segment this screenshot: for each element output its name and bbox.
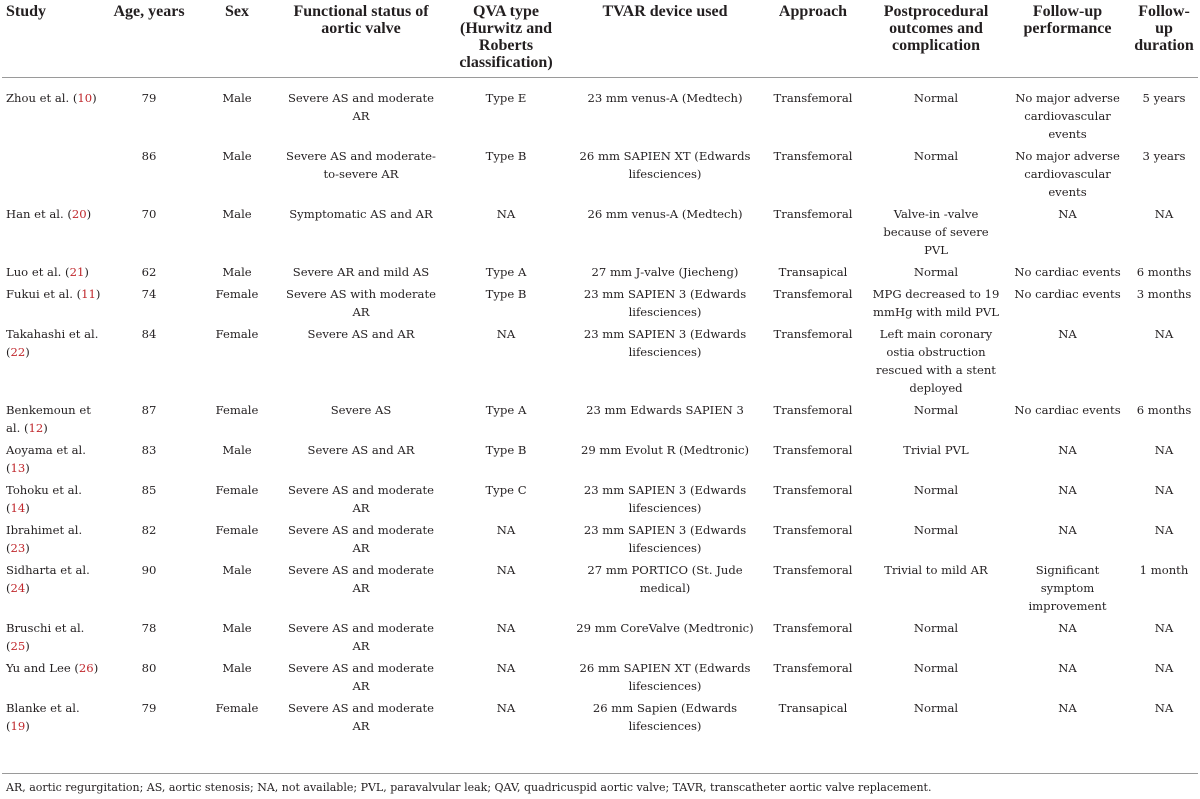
cell-approach: Transfemoral	[773, 443, 853, 457]
cell-outcome: Normal	[913, 661, 959, 675]
cell-device: 23 mm SAPIEN 3 (Edwards lifesciences)	[583, 483, 747, 515]
table-row	[2, 263, 1198, 285]
cell-approach: Transfemoral	[773, 483, 853, 497]
study-name: Aoyama et al. (	[6, 443, 86, 475]
header-functional-status: Functional status of aortic valve	[281, 0, 441, 78]
cell-sex: Female	[215, 483, 259, 497]
cell-device: 27 mm PORTICO (St. Jude medical)	[587, 563, 743, 595]
study-name: Blanke et al. (	[6, 701, 80, 733]
cell-qva-type: Type A	[485, 403, 527, 417]
cell-follow-up-performance: NA	[1058, 443, 1077, 457]
cell-study	[2, 619, 105, 659]
cell-study	[2, 263, 105, 285]
study-name: Benkemoun et al. (	[6, 403, 91, 435]
cell-functional-status: Severe AS with moderate AR	[286, 287, 436, 319]
table-row	[2, 441, 1198, 481]
cell-follow-up-performance: No major adverse cardiovascular events	[1015, 91, 1120, 141]
cell-qva-type: Type B	[485, 443, 527, 457]
table-body	[2, 78, 1198, 740]
reference-link[interactable]: 11	[81, 287, 96, 301]
cell-outcome: Trivial PVL	[903, 443, 969, 457]
cell-follow-up-performance: NA	[1058, 661, 1077, 675]
cell-qva-type: NA	[496, 523, 516, 537]
cell-age: 70	[141, 207, 157, 221]
cell-qva-type: Type B	[485, 287, 527, 301]
study-name: Tohoku et al. (	[6, 483, 82, 515]
table-row	[2, 619, 1198, 659]
header-device: TVAR device used	[571, 0, 759, 78]
cell-follow-up-duration: NA	[1154, 701, 1174, 715]
cell-qva-type: Type C	[485, 483, 527, 497]
cell-sex: Male	[222, 207, 252, 221]
study-name-tail: )	[95, 287, 101, 301]
cell-device: 26 mm venus-A (Medtech)	[587, 207, 743, 221]
cell-follow-up-duration: 1 month	[1139, 563, 1189, 577]
table-row	[2, 659, 1198, 699]
study-name-tail: )	[25, 719, 30, 733]
cell-approach: Transfemoral	[773, 207, 853, 221]
cell-sex: Male	[222, 149, 252, 163]
table-header-row	[2, 0, 1198, 78]
cell-outcome: Valve-in -valve because of severe PVL	[883, 207, 989, 257]
header-outcomes: Postprocedural outcomes and complication	[867, 0, 1005, 78]
cell-outcome: Normal	[913, 701, 959, 715]
reference-link[interactable]: 26	[78, 661, 94, 675]
study-table	[2, 0, 1198, 739]
cell-follow-up-performance: NA	[1058, 523, 1077, 537]
study-name: Yu and Lee (	[6, 661, 79, 675]
header-qva-type: QVA type (Hurwitz and Roberts classification)	[441, 0, 571, 78]
cell-approach: Transapical	[778, 701, 848, 715]
cell-approach: Transfemoral	[773, 149, 853, 163]
cell-device: 29 mm CoreValve (Medtronic)	[576, 621, 754, 635]
study-name: Ibrahimet al. (	[6, 523, 83, 555]
cell-outcome: Normal	[913, 403, 959, 417]
table-row	[2, 78, 1198, 148]
cell-age: 62	[141, 265, 157, 279]
cell-qva-type: NA	[496, 563, 516, 577]
footer-divider	[2, 773, 1198, 774]
cell-age: 87	[141, 403, 157, 417]
table-footnote: AR, aortic regurgitation; AS, aortic stenosis; NA, not available; PVL, paravalvular leak; QAV, quadricuspid aortic valve; TAVR, transcatheter aortic valve replacement.	[6, 781, 932, 794]
cell-sex: Male	[222, 621, 252, 635]
cell-functional-status: Severe AS and moderate AR	[287, 563, 435, 595]
cell-sex: Male	[222, 265, 252, 279]
cell-age: 85	[141, 483, 157, 497]
study-name-tail: )	[43, 421, 48, 435]
cell-follow-up-duration: 5 years	[1142, 91, 1186, 105]
reference-link[interactable]: 12	[28, 421, 44, 435]
cell-follow-up-duration: 6 months	[1136, 265, 1192, 279]
cell-age: 86	[141, 149, 157, 163]
study-name-tail: )	[92, 91, 97, 105]
reference-link[interactable]: 21	[69, 265, 85, 279]
cell-device: 23 mm SAPIEN 3 (Edwards lifesciences)	[583, 327, 747, 359]
cell-study	[2, 325, 105, 401]
cell-outcome: Normal	[913, 91, 959, 105]
cell-study	[2, 285, 105, 325]
study-name: Sidharta et al. (	[6, 563, 90, 595]
cell-functional-status: Severe AS and AR	[307, 327, 415, 341]
cell-qva-type: NA	[496, 621, 516, 635]
header-sex: Sex	[193, 0, 281, 78]
cell-follow-up-duration: NA	[1154, 483, 1174, 497]
cell-follow-up-performance: No cardiac events	[1014, 287, 1121, 301]
cell-functional-status: Symptomatic AS and AR	[289, 207, 433, 221]
study-name-tail: )	[25, 461, 30, 475]
cell-functional-status: Severe AS and moderate AR	[287, 701, 435, 733]
cell-follow-up-performance: NA	[1058, 207, 1077, 221]
cell-study	[2, 205, 105, 263]
cell-outcome: Normal	[913, 265, 959, 279]
cell-functional-status: Severe AR and mild AS	[292, 265, 430, 279]
cell-functional-status: Severe AS and moderate AR	[287, 621, 435, 653]
cell-follow-up-performance: Significant symptom improvement	[1028, 563, 1107, 613]
cell-follow-up-performance: NA	[1058, 701, 1077, 715]
cell-study	[2, 401, 105, 441]
cell-study	[2, 147, 105, 205]
cell-sex: Female	[215, 287, 259, 301]
cell-study	[2, 441, 105, 481]
cell-device: 23 mm SAPIEN 3 (Edwards lifesciences)	[583, 523, 747, 555]
cell-age: 84	[141, 327, 157, 341]
reference-link[interactable]: 14	[10, 501, 26, 515]
cell-sex: Male	[222, 91, 252, 105]
cell-follow-up-performance: No cardiac events	[1014, 265, 1121, 279]
reference-link[interactable]: 19	[10, 719, 26, 733]
cell-follow-up-duration: 3 years	[1142, 149, 1186, 163]
cell-outcome: Normal	[913, 483, 959, 497]
cell-study	[2, 699, 105, 739]
cell-follow-up-performance: NA	[1058, 621, 1077, 635]
cell-qva-type: NA	[496, 701, 516, 715]
cell-outcome: Left main coronary ostia obstruction rescued with a stent deployed	[876, 327, 996, 395]
cell-age: 79	[141, 91, 157, 105]
cell-age: 82	[141, 523, 157, 537]
cell-approach: Transfemoral	[773, 621, 853, 635]
study-name: Fukui et al. (	[6, 287, 82, 301]
study-name: Han et al. (	[6, 207, 72, 221]
cell-approach: Transfemoral	[773, 661, 853, 675]
cell-device: 29 mm Evolut R (Medtronic)	[580, 443, 750, 457]
cell-functional-status: Severe AS and moderate-to-severe AR	[286, 149, 436, 181]
cell-functional-status: Severe AS and AR	[307, 443, 415, 457]
header-approach: Approach	[759, 0, 867, 78]
cell-study	[2, 561, 105, 619]
reference-link[interactable]: 13	[10, 461, 26, 475]
cell-outcome: MPG decreased to 19 mmHg with mild PVL	[872, 287, 1000, 319]
cell-study	[2, 481, 105, 521]
cell-approach: Transfemoral	[773, 287, 853, 301]
study-name: Bruschi et al. (	[6, 621, 85, 653]
table-row	[2, 481, 1198, 521]
cell-study	[2, 78, 105, 148]
cell-follow-up-duration: NA	[1154, 661, 1174, 675]
cell-qva-type: NA	[496, 661, 516, 675]
cell-sex: Male	[222, 563, 252, 577]
cell-age: 90	[141, 563, 157, 577]
study-name-tail: )	[25, 581, 30, 595]
study-name-tail: )	[25, 541, 30, 555]
cell-sex: Male	[222, 443, 252, 457]
cell-sex: Male	[222, 661, 252, 675]
header-follow-up-performance: Follow-up performance	[1005, 0, 1130, 78]
cell-functional-status: Severe AS and moderate AR	[287, 661, 435, 693]
table-row	[2, 699, 1198, 739]
cell-device: 23 mm venus-A (Medtech)	[587, 91, 743, 105]
cell-follow-up-performance: No cardiac events	[1014, 403, 1121, 417]
reference-link[interactable]: 20	[71, 207, 87, 221]
study-name: Luo et al. (	[6, 265, 70, 279]
study-name: Zhou et al. (	[6, 91, 78, 105]
cell-age: 74	[141, 287, 157, 301]
cell-approach: Transfemoral	[773, 91, 853, 105]
cell-device: 27 mm J-valve (Jiecheng)	[591, 265, 739, 279]
cell-approach: Transapical	[778, 265, 848, 279]
cell-sex: Female	[215, 327, 259, 341]
reference-link[interactable]: 10	[77, 91, 93, 105]
cell-approach: Transfemoral	[773, 403, 853, 417]
cell-follow-up-duration: 6 months	[1136, 403, 1192, 417]
cell-follow-up-duration: NA	[1154, 207, 1174, 221]
reference-link[interactable]: 25	[10, 639, 26, 653]
cell-qva-type: Type E	[485, 91, 527, 105]
cell-qva-type: NA	[496, 207, 516, 221]
header-study: Study	[2, 0, 105, 78]
reference-link[interactable]: 24	[10, 581, 26, 595]
cell-sex: Female	[215, 701, 259, 715]
cell-age: 83	[141, 443, 157, 457]
cell-outcome: Normal	[913, 149, 959, 163]
cell-outcome: Normal	[913, 621, 959, 635]
study-name: Takahashi et al. (	[6, 327, 99, 359]
cell-follow-up-performance: NA	[1058, 483, 1077, 497]
cell-device: 23 mm SAPIEN 3 (Edwards lifesciences)	[583, 287, 747, 319]
header-follow-up-duration: Follow-up duration	[1130, 0, 1198, 78]
table-row	[2, 401, 1198, 441]
cell-qva-type: Type A	[485, 265, 527, 279]
table-row	[2, 521, 1198, 561]
table-row	[2, 205, 1198, 263]
cell-outcome: Trivial to mild AR	[884, 563, 988, 577]
cell-device: 26 mm Sapien (Edwards lifesciences)	[592, 701, 738, 733]
cell-approach: Transfemoral	[773, 563, 853, 577]
cell-age: 79	[141, 701, 157, 715]
header-age: Age, years	[105, 0, 193, 78]
cell-approach: Transfemoral	[773, 523, 853, 537]
study-name-tail: )	[25, 639, 30, 653]
cell-device: 23 mm Edwards SAPIEN 3	[586, 403, 744, 417]
study-name-tail: )	[93, 661, 99, 675]
reference-link[interactable]: 22	[10, 345, 26, 359]
cell-functional-status: Severe AS	[330, 403, 392, 417]
cell-qva-type: NA	[496, 327, 516, 341]
study-name-tail: )	[84, 265, 89, 279]
reference-link[interactable]: 23	[10, 541, 26, 555]
cell-functional-status: Severe AS and moderate AR	[287, 91, 435, 123]
cell-follow-up-duration: 3 months	[1136, 287, 1192, 301]
cell-follow-up-duration: NA	[1154, 443, 1174, 457]
cell-follow-up-duration: NA	[1154, 327, 1174, 341]
study-name-tail: )	[25, 501, 30, 515]
table-row	[2, 561, 1198, 619]
cell-follow-up-performance: NA	[1058, 327, 1077, 341]
cell-study	[2, 659, 105, 699]
cell-follow-up-duration: NA	[1154, 523, 1174, 537]
cell-age: 78	[141, 621, 157, 635]
cell-device: 26 mm SAPIEN XT (Edwards lifesciences)	[579, 149, 751, 181]
study-name-tail: )	[25, 345, 30, 359]
study-name-tail: )	[86, 207, 92, 221]
cell-sex: Female	[215, 403, 259, 417]
cell-follow-up-performance: No major adverse cardiovascular events	[1015, 149, 1120, 199]
cell-outcome: Normal	[913, 523, 959, 537]
cell-approach: Transfemoral	[773, 327, 853, 341]
cell-sex: Female	[215, 523, 259, 537]
cell-age: 80	[141, 661, 157, 675]
cell-follow-up-duration: NA	[1154, 621, 1174, 635]
cell-device: 26 mm SAPIEN XT (Edwards lifesciences)	[579, 661, 751, 693]
cell-functional-status: Severe AS and moderate AR	[287, 483, 435, 515]
table-row	[2, 285, 1198, 325]
cell-qva-type: Type B	[485, 149, 527, 163]
table-row	[2, 147, 1198, 205]
table-row	[2, 325, 1198, 401]
cell-study	[2, 521, 105, 561]
cell-functional-status: Severe AS and moderate AR	[287, 523, 435, 555]
